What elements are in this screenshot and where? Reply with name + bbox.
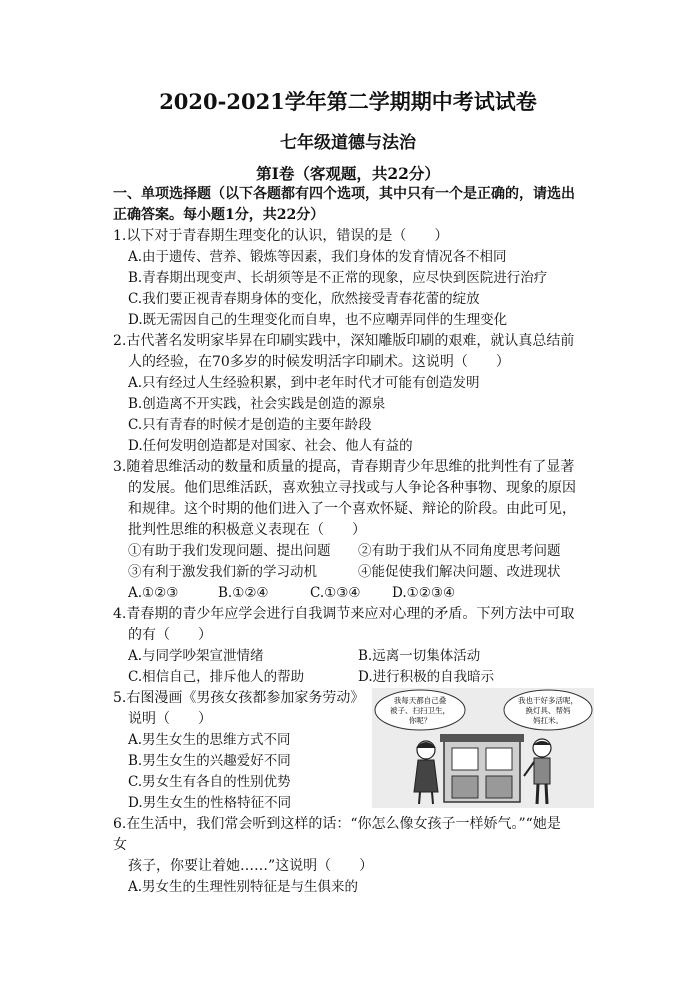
q3-item-4: ④能促使我们解决问题、改进现状 (358, 564, 561, 580)
q5-stem-line1: 5.右图漫画《男孩女孩都参加家务劳动》 (113, 690, 365, 706)
q1-stem: 1.以下对于青春期生理变化的认识，错误的是（ ） (113, 228, 449, 244)
q3-item-1: ①有助于我们发现问题、提出问题 (128, 543, 331, 559)
q3-choice-b: B.①②④ (218, 585, 269, 601)
q5-option-d: D.男生女生的性格特征不同 (128, 795, 292, 811)
q6-stem-line1: 6.在生活中，我们常会听到这样的话：“你怎么像女孩子一样娇气。”“她是 (113, 816, 561, 832)
bubble-left-line2: 被子、扫扫卫生， (390, 706, 450, 715)
bubble-left-line1: 我每天都自己叠 (393, 696, 447, 705)
q2-option-d: D.任何发明创造都是对国家、社会、他人有益的 (128, 438, 413, 454)
q6-stem-line3: 孩子，你要让着她……”这说明（ ） (128, 858, 374, 874)
q6-option-a: A.男女生的生理性别特征是与生俱来的 (128, 879, 359, 895)
q4-option-c: C.相信自己，排斥他人的帮助 (128, 669, 305, 685)
section-heading-line2: 正确答案。每小题1分，共22分） (113, 207, 325, 223)
volume-heading: 第Ⅰ卷（客观题，共22分） (256, 164, 440, 183)
bubble-right-line3: 妈扛米。 (533, 716, 563, 725)
q1-option-d: D.既无需因自己的生理变化而自卑，也不应嘲弄同伴的生理变化 (128, 312, 508, 328)
exam-subject: 七年级道德与法治 (280, 133, 416, 153)
q3-stem-line4: 批判性思维的积极意义表现在（ ） (128, 522, 366, 538)
exam-title: 2020-2021学年第二学期期中考试试卷 (159, 89, 537, 114)
q1-option-b: B.青春期出现变声、长胡须等是不正常的现象，应尽快到医院进行治疗 (128, 270, 548, 286)
q2-option-c: C.只有青春的时候才是创造的主要年龄段 (128, 417, 372, 433)
q4-option-b: B.远离一切集体活动 (358, 648, 481, 664)
q5-option-b: B.男生女生的兴趣爱好不同 (128, 753, 291, 769)
q1-option-a: A.由于遗传、营养、锻炼等因素，我们身体的发育情况各不相同 (128, 249, 507, 265)
q3-choice-d: D.①②③④ (392, 585, 456, 601)
q4-option-d: D.进行积极的自我暗示 (358, 669, 495, 685)
q3-item-2: ②有助于我们从不同角度思考问题 (358, 543, 561, 559)
q1-option-c: C.我们要正视青春期身体的变化，欣然接受青春花蕾的绽放 (128, 291, 480, 307)
q3-choice-a: A.①②③ (128, 585, 179, 601)
chores-cartoon (372, 688, 594, 808)
q2-stem-line1: 2.古代著名发明家毕昇在印刷实践中，深知雕版印刷的艰难，就认真总结前 (113, 333, 575, 349)
q4-stem-line1: 4.青春期的青少年应学会进行自我调节来应对心理的矛盾。下列方法中可取 (113, 606, 575, 622)
q2-option-a: A.只有经过人生经验积累，到中老年时代才可能有创造发明 (128, 375, 480, 391)
q3-stem-line2: 的发展。他们思维活跃，喜欢独立寻找或与人争论各种事物、现象的原因 (128, 480, 576, 496)
q3-stem-line3: 和规律。这个时期的他们进入了一个喜欢怀疑、辩论的阶段。由此可见， (128, 501, 576, 517)
q5-option-a: A.男生女生的思维方式不同 (128, 732, 291, 748)
q2-stem-line2: 人的经验，在70多岁的时候发明活字印刷术。这说明（ ） (128, 354, 510, 370)
bubble-right-line1: 我也干好多活呢， (518, 696, 578, 705)
q6-stem-line2: 女 (113, 837, 127, 853)
bubble-left-line3: 你呢？ (408, 716, 432, 725)
q3-choice-c: C.①③④ (310, 585, 361, 601)
q4-option-a: A.与同学吵架宣泄情绪 (128, 648, 264, 664)
q3-item-3: ③有利于激发我们新的学习动机 (128, 564, 317, 580)
q5-stem-line2: 说明（ ） (128, 711, 212, 727)
q2-option-b: B.创造离不开实践，社会实践是创造的源泉 (128, 396, 386, 412)
q5-option-c: C.男女生有各自的性别优势 (128, 774, 291, 790)
bubble-right-line2: 换灯具、帮妈 (525, 706, 571, 715)
q4-stem-line2: 的有（ ） (128, 627, 212, 643)
q3-stem-line1: 3.随着思维活动的数量和质量的提高，青春期青少年思维的批判性有了显著 (113, 459, 575, 475)
section-heading-line1: 一、单项选择题（以下各题都有四个选项，其中只有一个是正确的，请选出 (113, 186, 575, 202)
